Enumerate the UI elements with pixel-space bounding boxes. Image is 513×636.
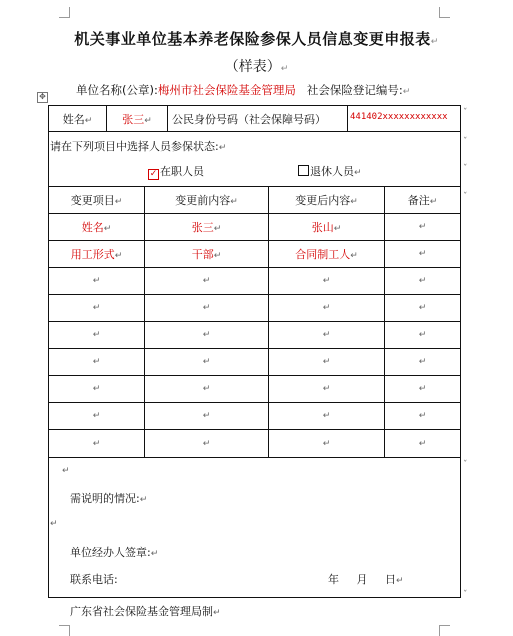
table-line <box>48 429 461 430</box>
table-cell-empty[interactable] <box>145 300 268 313</box>
table-line <box>167 105 168 131</box>
table-cell-empty[interactable] <box>145 408 268 421</box>
table-border-right <box>460 105 461 598</box>
paragraph-mark-icon: ↵ <box>322 276 331 286</box>
paragraph-mark-icon: ↵ <box>213 608 221 618</box>
paragraph-mark-icon: ↵ <box>418 439 427 449</box>
paragraph-mark-icon: ↵ <box>202 384 211 394</box>
paragraph-mark-icon: ↵ <box>62 466 70 476</box>
document-subtitle-text: （样表） <box>224 59 281 75</box>
column-header-before <box>145 192 268 208</box>
table-cell-text: 张三 <box>191 221 214 234</box>
signer-field[interactable] <box>70 544 158 560</box>
column-header-remark <box>385 192 460 208</box>
paragraph-mark-icon: ↵ <box>418 222 427 232</box>
table-cell-empty[interactable] <box>269 273 384 286</box>
paragraph-mark-icon: ↵ <box>350 197 358 207</box>
paragraph-mark-icon: ↵ <box>213 251 222 261</box>
paragraph-mark-icon: ↵ <box>103 224 112 234</box>
paragraph-mark-icon: ↵ <box>92 303 101 313</box>
table-cell-empty[interactable] <box>385 354 460 367</box>
paragraph-mark-icon: ↵ <box>202 330 211 340</box>
table-cell-before[interactable] <box>145 219 268 235</box>
table-cell-text: 姓名 <box>81 221 104 234</box>
table-cell-empty[interactable] <box>385 408 460 421</box>
signer-label: 单位经办人签章: <box>70 546 151 559</box>
employed-option[interactable] <box>148 163 204 180</box>
paragraph-mark-icon: ↵ <box>322 357 331 367</box>
table-cell-empty[interactable] <box>49 436 144 449</box>
table-cell-empty[interactable] <box>49 408 144 421</box>
reg-number-label: 社会保险登记编号: <box>306 83 403 97</box>
table-cell-remark[interactable] <box>385 219 460 232</box>
employed-checkbox[interactable]: ✓ <box>149 169 158 179</box>
phone-field[interactable] <box>70 571 118 587</box>
paragraph-mark-icon: ↵ <box>322 439 331 449</box>
table-line <box>48 402 461 403</box>
table-cell-empty[interactable] <box>145 327 268 340</box>
table-cell-text: 合同制工人 <box>295 248 351 261</box>
row-end-mark-icon: ˇ <box>463 590 468 600</box>
table-cell-empty[interactable] <box>385 436 460 449</box>
table-line-bottom <box>48 597 461 598</box>
paragraph-mark-icon: ↵ <box>418 303 427 313</box>
unit-name-value[interactable]: 梅州市社会保险基金管理局 <box>157 83 296 97</box>
column-header-after <box>269 192 384 208</box>
table-move-handle-icon[interactable]: ✥ <box>37 92 48 103</box>
paragraph-mark-icon: ↵ <box>333 224 342 234</box>
employed-label: 在职人员 <box>160 165 204 178</box>
name-value[interactable] <box>107 111 167 127</box>
paragraph-mark-icon: ↵ <box>150 549 159 559</box>
footer-issuer <box>70 603 221 619</box>
table-cell-text: 用工形式 <box>70 248 115 261</box>
paragraph-mark-icon: ↵ <box>202 439 211 449</box>
column-header-item-text: 变更项目 <box>70 194 115 207</box>
document-title <box>0 28 513 49</box>
row-end-mark-icon: ˇ <box>463 192 468 202</box>
paragraph-mark-icon: ↵ <box>418 411 427 421</box>
unit-info-line <box>76 82 410 98</box>
paragraph-mark-icon: ↵ <box>202 276 211 286</box>
table-cell-empty[interactable] <box>49 327 144 340</box>
id-number-value[interactable]: 441402xxxxxxxxxxxx <box>350 112 448 122</box>
status-prompt-text: 请在下列项目中选择人员参保状态: <box>50 140 219 153</box>
retired-label: 退休人员 <box>310 165 354 178</box>
table-line <box>48 321 461 322</box>
table-line <box>347 105 348 131</box>
day-label: 日 <box>384 573 396 586</box>
paragraph-mark-icon: ↵ <box>144 116 152 126</box>
table-cell-remark[interactable] <box>385 246 460 259</box>
table-cell-empty[interactable] <box>49 300 144 313</box>
table-line <box>48 375 461 376</box>
paragraph-mark-icon: ↵ <box>395 576 404 586</box>
name-label <box>49 111 106 127</box>
table-cell-empty[interactable] <box>269 381 384 394</box>
table-cell-empty[interactable] <box>145 273 268 286</box>
table-cell-empty[interactable] <box>145 354 268 367</box>
paragraph-mark-icon: ↵ <box>354 168 362 178</box>
paragraph-mark-icon: ↵ <box>213 224 222 234</box>
phone-label: 联系电话: <box>70 573 118 586</box>
paragraph-mark-icon: ↵ <box>322 411 331 421</box>
paragraph-mark-icon: ↵ <box>114 197 123 207</box>
blank-paragraph[interactable] <box>62 463 70 476</box>
row-end-mark-icon: ˇ <box>463 108 468 118</box>
name-value-text: 张三 <box>122 113 145 126</box>
paragraph-mark-icon: ↵ <box>84 116 93 126</box>
paragraph-mark-icon: ↵ <box>92 439 101 449</box>
table-cell-item[interactable] <box>49 219 144 235</box>
paragraph-mark-icon: ↵ <box>92 357 101 367</box>
table-cell-empty[interactable] <box>269 300 384 313</box>
table-cell-empty[interactable] <box>49 381 144 394</box>
table-cell-item[interactable] <box>49 246 144 262</box>
table-cell-empty[interactable] <box>145 381 268 394</box>
paragraph-mark-icon: ↵ <box>202 303 211 313</box>
table-cell-after[interactable] <box>269 219 384 235</box>
paragraph-mark-icon: ↵ <box>230 197 238 207</box>
paragraph-mark-icon: ↵ <box>418 357 427 367</box>
paragraph-mark-icon: ↵ <box>418 249 427 259</box>
table-cell-empty[interactable] <box>145 436 268 449</box>
table-cell-empty[interactable] <box>385 300 460 313</box>
table-cell-after[interactable] <box>269 246 384 262</box>
column-header-remark-text: 备注 <box>407 194 430 207</box>
name-label-text: 姓名 <box>62 113 85 126</box>
explain-field[interactable] <box>70 490 147 506</box>
paragraph-mark-icon: ↵ <box>322 330 331 340</box>
date-field[interactable] <box>328 571 404 587</box>
table-line <box>48 186 461 187</box>
document-title-text: 机关事业单位基本养老保险参保人员信息变更申报表 <box>74 30 431 48</box>
footer-text: 广东省社会保险基金管理局制 <box>70 605 213 618</box>
unit-name-label: 单位名称(公章): <box>76 83 158 97</box>
id-number-label: 公民身份号码（社会保障号码） <box>172 113 326 126</box>
paragraph-mark-icon: ↵ <box>418 330 427 340</box>
paragraph-mark-icon: ↵ <box>50 519 58 529</box>
crop-mark-top-right <box>439 7 450 18</box>
table-line <box>48 131 461 132</box>
paragraph-mark-icon: ↵ <box>418 384 427 394</box>
retired-option[interactable] <box>298 163 362 179</box>
paragraph-mark-icon: ↵ <box>92 411 101 421</box>
table-cell-empty[interactable] <box>385 273 460 286</box>
table-line <box>48 267 461 268</box>
row-end-mark-icon: ˇ <box>463 137 468 147</box>
year-label: 年 <box>328 573 339 586</box>
table-cell-text: 张山 <box>311 221 334 234</box>
table-line <box>48 457 461 458</box>
retired-checkbox[interactable] <box>298 165 309 176</box>
paragraph-mark-icon: ↵ <box>350 251 358 261</box>
table-cell-empty[interactable] <box>385 327 460 340</box>
table-cell-empty[interactable] <box>269 436 384 449</box>
table-line <box>48 348 461 349</box>
row-end-mark-icon: ˇ <box>463 164 468 174</box>
paragraph-mark-icon: ↵ <box>429 197 438 207</box>
table-cell-text: 干部 <box>191 248 214 261</box>
paragraph-mark-icon: ↵ <box>92 384 101 394</box>
paragraph-mark-icon: ↵ <box>92 276 101 286</box>
column-header-after-text: 变更后内容 <box>295 194 351 207</box>
paragraph-mark-icon: ↵ <box>418 276 427 286</box>
crop-mark-bottom-right <box>439 625 450 636</box>
table-cell-empty[interactable] <box>49 273 144 286</box>
table-cell-empty[interactable] <box>269 408 384 421</box>
paragraph-mark-icon: ↵ <box>139 495 148 505</box>
table-line <box>48 213 461 214</box>
document-subtitle <box>0 56 513 76</box>
column-header-item <box>49 192 144 208</box>
blank-paragraph[interactable] <box>50 516 58 529</box>
paragraph-mark-icon: ↵ <box>202 411 211 421</box>
month-label: 月 <box>356 573 368 586</box>
paragraph-mark-icon: ↵ <box>92 330 101 340</box>
table-border-left <box>48 105 49 598</box>
table-line-top <box>48 105 461 106</box>
crop-mark-top-left <box>59 7 70 18</box>
paragraph-mark-icon: ↵ <box>114 251 123 261</box>
table-cell-empty[interactable] <box>269 354 384 367</box>
explain-label: 需说明的情况: <box>70 492 140 505</box>
paragraph-mark-icon: ↵ <box>218 143 227 153</box>
paragraph-mark-icon: ↵ <box>402 87 411 97</box>
column-header-before-text: 变更前内容 <box>175 194 231 207</box>
crop-mark-bottom-left <box>59 625 70 636</box>
table-line <box>48 294 461 295</box>
row-end-mark-icon: ˇ <box>463 460 468 470</box>
paragraph-mark-icon: ↵ <box>322 303 331 313</box>
table-cell-before[interactable] <box>145 246 268 262</box>
table-cell-empty[interactable] <box>49 354 144 367</box>
status-prompt <box>50 138 226 154</box>
paragraph-mark-icon: ↵ <box>430 37 439 47</box>
paragraph-mark-icon: ↵ <box>202 357 211 367</box>
table-cell-empty[interactable] <box>385 381 460 394</box>
paragraph-mark-icon: ↵ <box>322 384 331 394</box>
paragraph-mark-icon: ↵ <box>280 64 289 74</box>
table-line <box>48 240 461 241</box>
table-cell-empty[interactable] <box>269 327 384 340</box>
